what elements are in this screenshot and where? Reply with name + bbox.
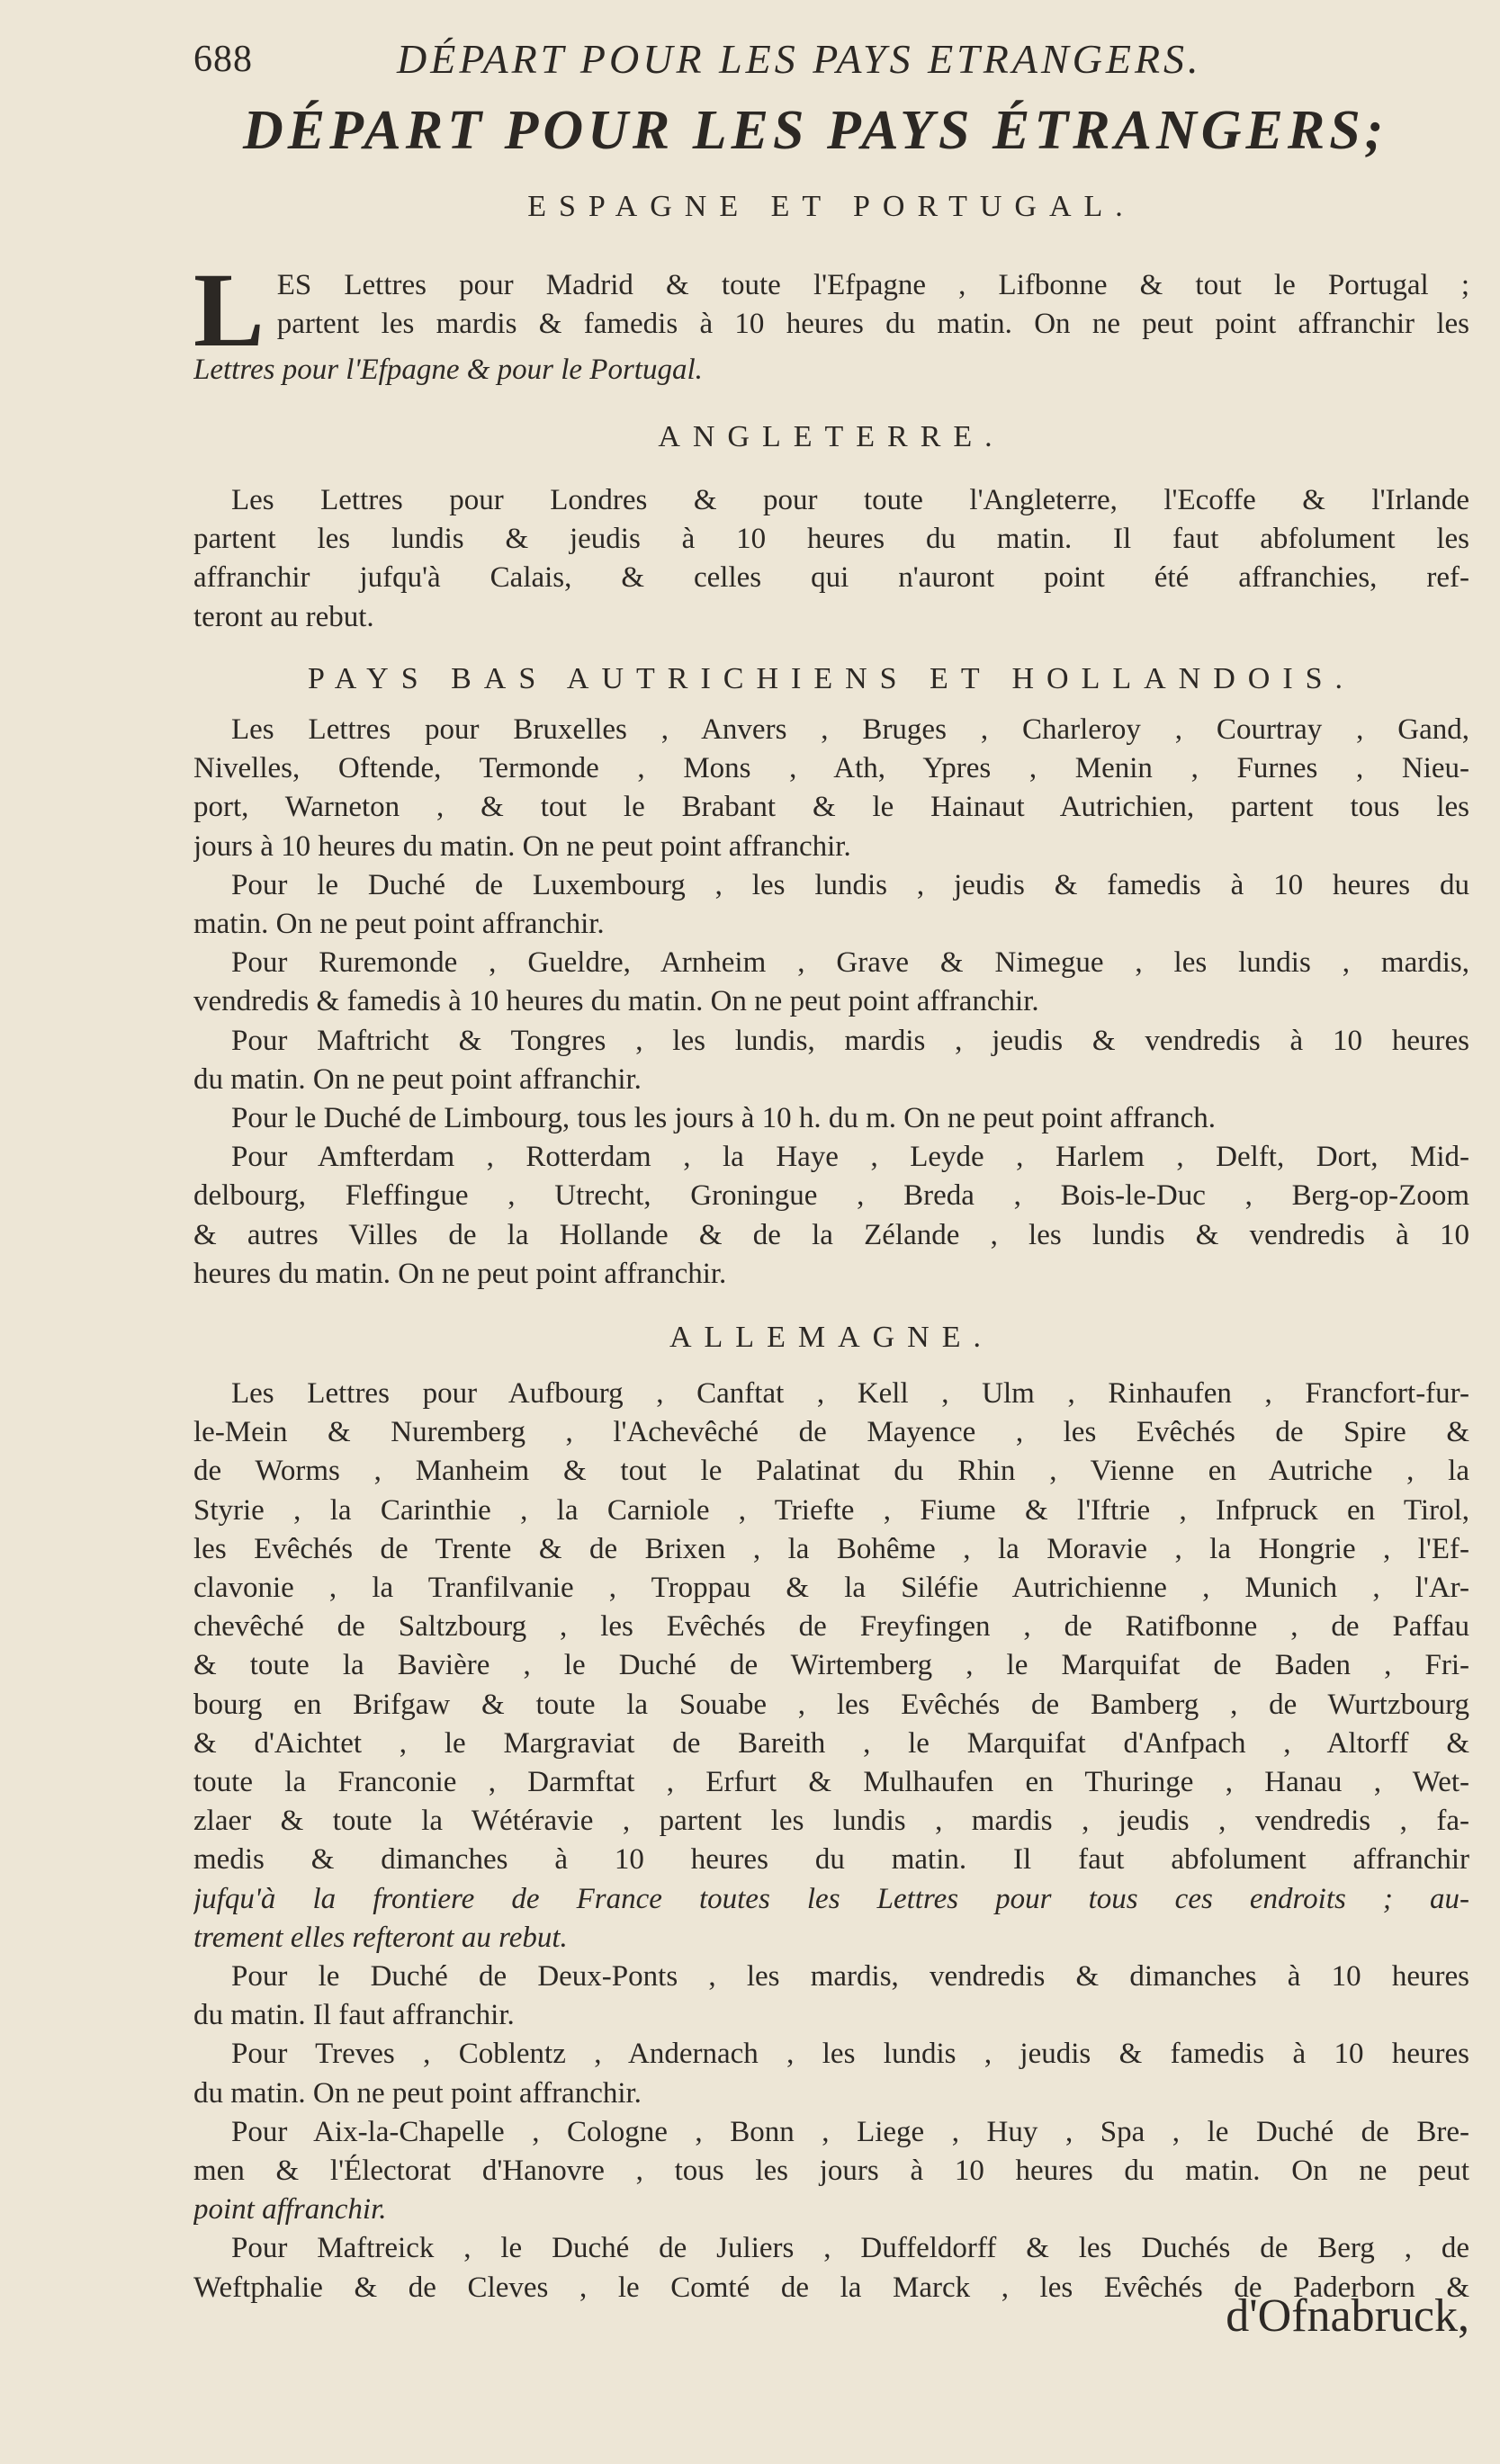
text-line: toute la Franconie , Darmftat , Erfurt & Mulhaufen en Thuringe , Hanau , Wet-: [193, 1766, 1469, 1799]
text-line: Pour Maftricht & Tongres , les lundis, mardis , jeudis & vendredis à 10 heures: [231, 1024, 1469, 1057]
running-head: [193, 32, 1469, 86]
paragraph-espagne: [193, 251, 1469, 390]
text-line: le-Mein & Nuremberg , l'Achevêché de Mayence , les Evêchés de Spire &: [193, 1416, 1469, 1449]
page-number: 688: [193, 39, 253, 80]
text-line: du matin. On ne peut point affranchir.: [193, 1062, 642, 1096]
text-line: & toute la Bavière , le Duché de Wirtemberg , le Marquifat de Baden , Fri-: [193, 1649, 1469, 1682]
text-line: Pour le Duché de Deux-Ponts , les mardis, vendredis & dimanches à 10 heures: [231, 1960, 1469, 1994]
text-line: medis & dimanches à 10 heures du matin. Il faut abfolument affranchir: [193, 1843, 1469, 1877]
text-line: delbourg, Fleffingue , Utrecht, Groningue , Breda , Bois-le-Duc , Berg-op-Zoom: [193, 1179, 1469, 1213]
text-line: & autres Villes de la Hollande & de la Zélande , les lundis & vendredis à 10: [193, 1218, 1469, 1251]
text-line: chevêché de Saltzbourg , les Evêchés de Freyfingen , de Ratifbonne , de Paffau: [193, 1610, 1469, 1644]
text-line: du matin. On ne peut point affranchir.: [193, 2076, 642, 2110]
text-line: men & l'Électorat d'Hanovre , tous les jours à 10 heures du matin. On ne peut: [193, 2155, 1469, 2188]
section-heading-angleterre: ANGLETERRE.: [658, 420, 1005, 453]
text-line: ES Lettres pour Madrid & toute l'Efpagne , Lifbonne & tout le Portugal ;: [276, 269, 1469, 301]
text-line: clavonie , la Tranfilvanie , Troppau & la Siléfie Autrichienne , Munich , l'Ar-: [193, 1572, 1469, 1605]
text-line: Pour Treves , Coblentz , Andernach , les lundis , jeudis & famedis à 10 heures: [231, 2038, 1469, 2071]
text-line: Pour Amfterdam , Rotterdam , la Haye , Leyde , Harlem , Delft, Dort, Mid-: [231, 1141, 1469, 1174]
section-heading-pays-bas: PAYS BAS AUTRICHIENS ET HOLLANDOIS.: [307, 662, 1356, 695]
text-line: teront au rebut.: [193, 600, 374, 633]
text-line: bourg en Brifgaw & toute la Souabe , les Evêchés de Bamberg , de Wurtzbourg: [193, 1688, 1469, 1721]
text-line: Weftphalie & de Cleves , le Comté de la Marck , les Evêchés de Paderborn &: [193, 2271, 1469, 2304]
text-line: Pour Maftreick , le Duché de Juliers , Duffeldorff & les Duchés de Berg , de: [231, 2232, 1469, 2265]
text-line: du matin. Il faut affranchir.: [193, 1999, 515, 2032]
paragraph-allemagne: [193, 1375, 1469, 2307]
text-line: Lettres pour l'Efpagne & pour le Portugal.: [193, 354, 703, 386]
text-line: Les Lettres pour Bruxelles , Anvers , Bruges , Charleroy , Courtray , Gand,: [231, 713, 1469, 746]
text-line: port, Warneton , & tout le Brabant & le Hainaut Autrichien, partent tous les: [193, 791, 1469, 824]
running-title: DÉPART POUR LES PAYS ETRANGERS.: [397, 36, 1202, 82]
text-line: Pour Aix-la-Chapelle , Cologne , Bonn , Liege , Huy , Spa , le Duché de Bre-: [231, 2115, 1469, 2148]
text-line: matin. On ne peut point affranchir.: [193, 908, 605, 941]
text-line: heures du matin. On ne peut point affranchir.: [193, 1257, 727, 1290]
section-heading-allemagne: ALLEMAGNE.: [669, 1321, 994, 1354]
catchword: d'Ofnabruck,: [1226, 2290, 1469, 2342]
text-line: jufqu'à la frontiere de France toutes les Lettres pour tous ces endroits ; au-: [193, 1882, 1469, 1915]
text-line: trement elles refteront au rebut.: [193, 1921, 568, 1954]
drop-cap: L: [193, 251, 265, 369]
paragraph-angleterre: [193, 481, 1469, 637]
text-line: de Worms , Manheim & tout le Palatinat du Rhin , Vienne en Autriche , la: [193, 1455, 1469, 1488]
text-line: Pour Ruremonde , Gueldre, Arnheim , Grave & Nimegue , les lundis , mardis,: [231, 946, 1469, 980]
section-heading-espagne: ESPAGNE ET PORTUGAL.: [527, 190, 1136, 223]
text-line: partent les mardis & famedis à 10 heures du matin. On ne peut point affranchir les: [276, 308, 1469, 341]
text-line: les Evêchés de Trente & de Brixen , la Bohême , la Moravie , la Hongrie , l'Ef-: [193, 1532, 1469, 1565]
text-line: point affranchir.: [193, 2193, 387, 2227]
text-line: Styrie , la Carinthie , la Carniole , Triefte , Fiume & l'Iftrie , Infpruck en Tirol,: [193, 1493, 1469, 1527]
text-line: jours à 10 heures du matin. On ne peut point affranchir.: [193, 829, 851, 863]
text-line: & d'Aichtet , le Margraviat de Bareith , le Marquifat d'Anfpach , Altorff &: [193, 1726, 1469, 1760]
text-line: Nivelles, Oftende, Termonde , Mons , Ath, Ypres , Menin , Furnes , Nieu-: [193, 752, 1469, 785]
text-line: Les Lettres pour Aufbourg , Canftat , Kell , Ulm , Rinhaufen , Francfort-fur-: [231, 1377, 1469, 1410]
paragraph-pays-bas-1: [193, 711, 1469, 1294]
text-line: affranchir jufqu'à Calais, & celles qui n'auront point été affranchies, ref-: [193, 561, 1469, 595]
text-line: zlaer & toute la Wétéravie , partent les lundis , mardis , jeudis , vendredis , fa-: [193, 1805, 1469, 1838]
text-line: Pour le Duché de Luxembourg , les lundis , jeudis & famedis à 10 heures du: [231, 868, 1469, 901]
text-line: partent les lundis & jeudis à 10 heures du matin. Il faut abfolument les: [193, 523, 1469, 556]
text-line: Pour le Duché de Limbourg, tous les jours à 10 h. du m. On ne peut point affranch.: [231, 1102, 1216, 1135]
text-line: Les Lettres pour Londres & pour toute l'Angleterre, l'Ecoffe & l'Irlande: [231, 484, 1469, 516]
text-line: vendredis & famedis à 10 heures du matin. On ne peut point affranchir.: [193, 985, 1039, 1018]
main-title: DÉPART POUR LES PAYS ÉTRANGERS;: [243, 100, 1388, 161]
